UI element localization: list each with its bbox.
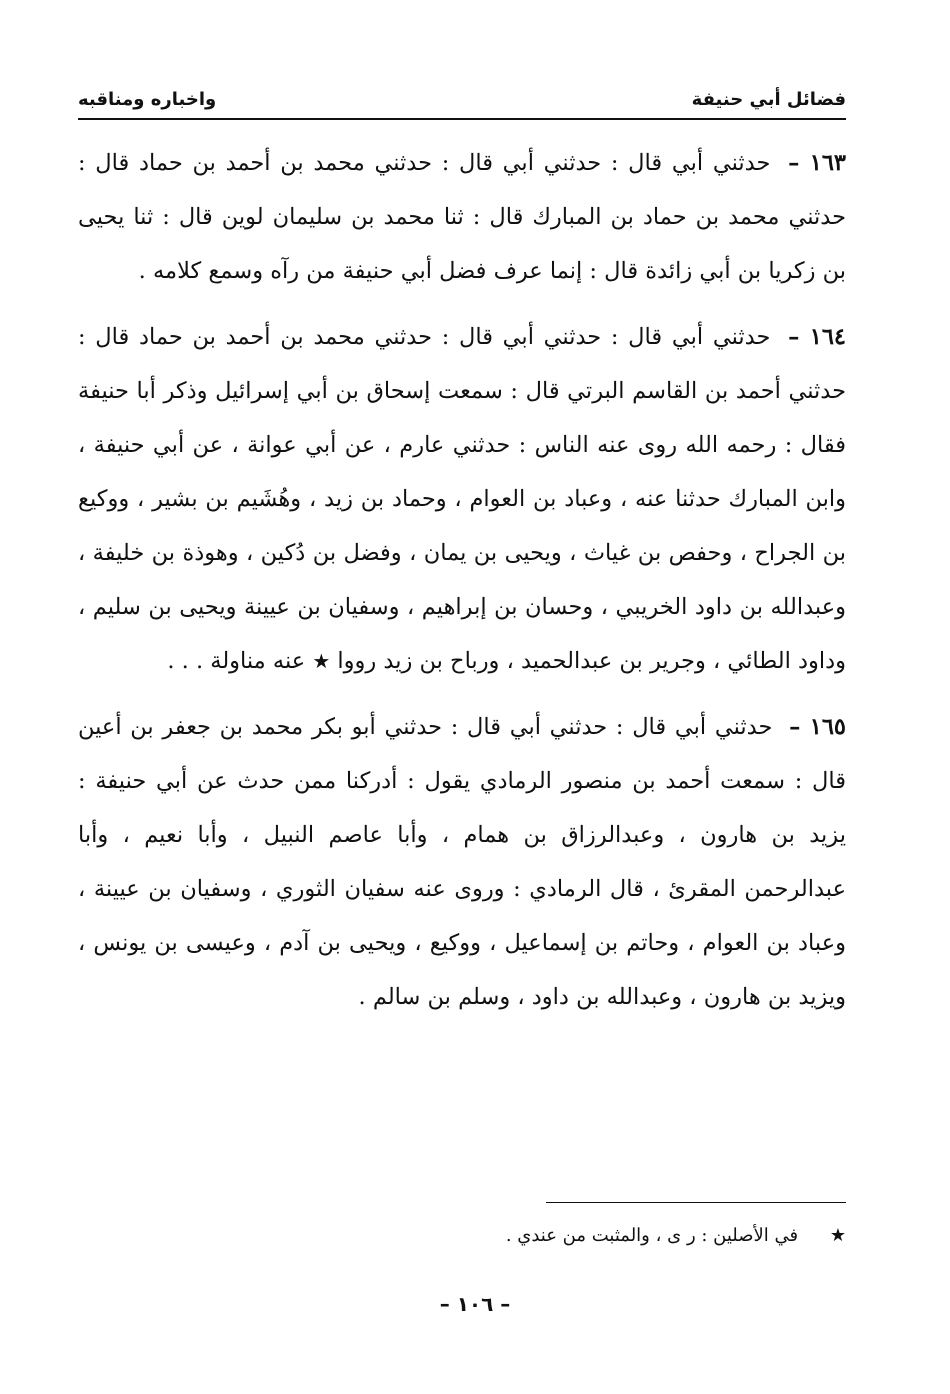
paragraph-163 bbox=[78, 136, 846, 298]
footnote-star-marker: ★ bbox=[312, 649, 331, 673]
paragraph-number: ١٦٣ – bbox=[788, 150, 847, 176]
paragraph-text: حدثني أبي قال : حدثني أبي قال : حدثني أبو بكر محمد بن جعفر بن أعين قال : سمعت أحمد بن منصور الرمادي يقول : أدركنا ممن حدث عن أبي حنيفة : يزيد بن هارون ، وعبدالرزاق بن همام ، وأبا عاصم النبيل ، وأبا نعيم ، وأبا عبدالرحمن المقرئ ، قال الرمادي : وروى عنه سفيان الثوري ، وسفيان بن عيينة ، وعباد بن العوام ، وحاتم بن إسماعيل ، ووكيع ، ويحيى بن آدم ، وعيسى بن يونس ، ويزيد بن هارون ، وعبدالله بن داود ، وسلم بن سالم . bbox=[78, 714, 846, 1010]
paragraph-text: حدثني أبي قال : حدثني أبي قال : حدثني محمد بن أحمد بن حماد قال : حدثني محمد بن حماد بن المبارك قال : ثنا محمد بن سليمان لوين قال : ثنا يحيى بن زكريا بن أبي زائدة قال : إنما عرف فضل أبي حنيفة من رآه وسمع كلامه . bbox=[78, 150, 846, 284]
footnote-rule bbox=[546, 1202, 846, 1203]
header-book-title: فضائل أبي حنيفة bbox=[691, 88, 846, 110]
paragraph-number: ١٦٥ – bbox=[789, 714, 846, 740]
paragraph-text-after-star: عنه مناولة . . . bbox=[167, 648, 306, 674]
running-header bbox=[78, 84, 846, 114]
paragraph-165 bbox=[78, 700, 846, 1024]
footnote-star-icon: ★ bbox=[829, 1225, 846, 1246]
header-rule bbox=[78, 118, 846, 120]
page-number: – ١٠٦ – bbox=[439, 1292, 511, 1316]
footnote bbox=[78, 1218, 846, 1254]
main-text bbox=[78, 136, 846, 1036]
paragraph-text: حدثني أبي قال : حدثني أبي قال : حدثني محمد بن أحمد بن حماد قال : حدثني أحمد بن القاسم البرتي قال : سمعت إسحاق بن أبي إسرائيل وذكر أبا حنيفة فقال : رحمه الله روى عنه الناس : حدثني عارم ، عن أبي عوانة ، عن أبي حنيفة ، وابن المبارك حدثنا عنه ، وعباد بن العوام ، وحماد بن زيد ، وهُشَيم بن بشير ، ووكيع بن الجراح ، وحفص بن غياث ، ويحيى بن يمان ، وفضل بن دُكين ، وهوذة بن خليفة ، وعبدالله بن داود الخريبي ، وحسان بن إبراهيم ، وسفيان بن عيينة ويحيى بن سليم ، وداود الطائي ، وجرير بن عبدالحميد ، ورباح بن زيد رووا bbox=[78, 324, 846, 674]
header-section-title: واخباره ومناقبه bbox=[78, 88, 217, 110]
paragraph-164 bbox=[78, 310, 846, 688]
footnote-text: في الأصلين : ر ى ، والمثبت من عندي . bbox=[505, 1225, 799, 1246]
paragraph-number: ١٦٤ – bbox=[788, 324, 847, 350]
